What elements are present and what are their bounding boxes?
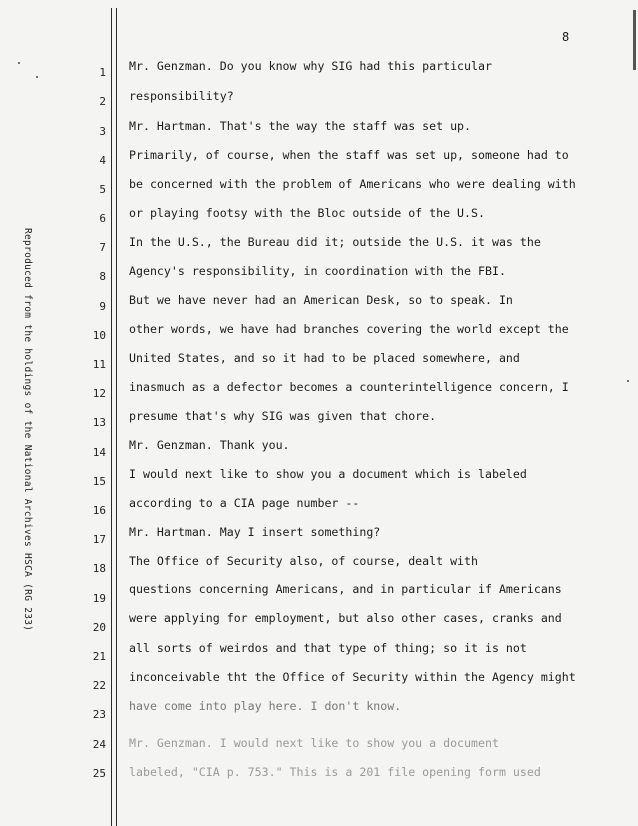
line-number: 14 [92, 446, 106, 459]
transcript-line: Mr. Genzman. Do you know why SIG had this particular [129, 59, 492, 73]
scan-edge-mark [633, 10, 636, 70]
line-number: 7 [99, 241, 106, 254]
line-number: 6 [99, 212, 106, 225]
line-number: 21 [92, 650, 106, 663]
transcript-line: In the U.S., the Bureau did it; outside the U.S. it was the [129, 235, 541, 249]
scan-speck [627, 380, 629, 382]
line-number: 13 [92, 416, 106, 429]
transcript-line: all sorts of weirdos and that type of thing; so it is not [129, 641, 527, 655]
transcript-line: have come into play here. I don't know. [129, 699, 402, 713]
transcript-line: The Office of Security also, of course, dealt with [129, 554, 479, 568]
line-number: 1 [99, 66, 106, 79]
margin-rule-inner [116, 8, 117, 826]
line-number: 18 [92, 562, 106, 575]
line-number: 9 [99, 300, 106, 313]
transcript-line: Mr. Hartman. That's the way the staff was set up. [129, 119, 472, 133]
transcript-line: were applying for employment, but also other cases, cranks and [129, 611, 562, 625]
transcript-line: be concerned with the problem of Americans who were dealing with [129, 177, 576, 191]
line-number: 25 [92, 767, 106, 780]
transcript-line: I would next like to show you a document which is labeled [129, 467, 527, 481]
line-number: 11 [92, 358, 106, 371]
transcript-line: questions concerning Americans, and in particular if Americans [129, 582, 562, 596]
transcript-line: inconceivable tht the Office of Security within the Agency might [129, 670, 576, 684]
scan-speck [36, 76, 38, 78]
line-number: 10 [92, 329, 106, 342]
line-number: 17 [92, 533, 106, 546]
line-number: 23 [92, 708, 106, 721]
transcript-line: other words, we have had branches covering the world except the [129, 322, 569, 336]
transcript-line: But we have never had an American Desk, so to speak. In [129, 293, 513, 307]
line-number: 3 [99, 125, 106, 138]
transcript-line: according to a CIA page number -- [129, 496, 360, 510]
line-number: 24 [92, 738, 106, 751]
line-number: 15 [92, 475, 106, 488]
transcript-line: Mr. Hartman. May I insert something? [129, 525, 381, 539]
transcript-line: presume that's why SIG was given that chore. [129, 409, 437, 423]
line-number: 19 [92, 592, 106, 605]
line-number: 8 [99, 270, 106, 283]
archive-source-note: Reproduced from the holdings of the National Archives HSCA (RG 233) [22, 228, 33, 632]
line-number: 12 [92, 387, 106, 400]
transcript-line: Primarily, of course, when the staff was set up, someone had to [129, 148, 569, 162]
line-number: 5 [99, 183, 106, 196]
page-number: 8 [562, 30, 570, 44]
transcript-line: Agency's responsibility, in coordination with the FBI. [129, 264, 506, 278]
scan-speck [18, 62, 20, 64]
transcript-line: responsibility? [129, 89, 234, 103]
transcript-line: United States, and so it had to be placed somewhere, and [129, 351, 520, 365]
transcript-line: inasmuch as a defector becomes a counterintelligence concern, I [129, 380, 569, 394]
line-number: 2 [99, 95, 106, 108]
transcript-line: Mr. Genzman. I would next like to show you a document [129, 736, 499, 750]
line-number: 4 [99, 154, 106, 167]
transcript-line: labeled, "CIA p. 753." This is a 201 file opening form used [129, 765, 541, 779]
line-number: 20 [92, 621, 106, 634]
line-number: 22 [92, 679, 106, 692]
transcript-line: or playing footsy with the Bloc outside of the U.S. [129, 206, 485, 220]
transcript-line: Mr. Genzman. Thank you. [129, 438, 290, 452]
line-number: 16 [92, 504, 106, 517]
margin-rule-outer [111, 8, 112, 826]
